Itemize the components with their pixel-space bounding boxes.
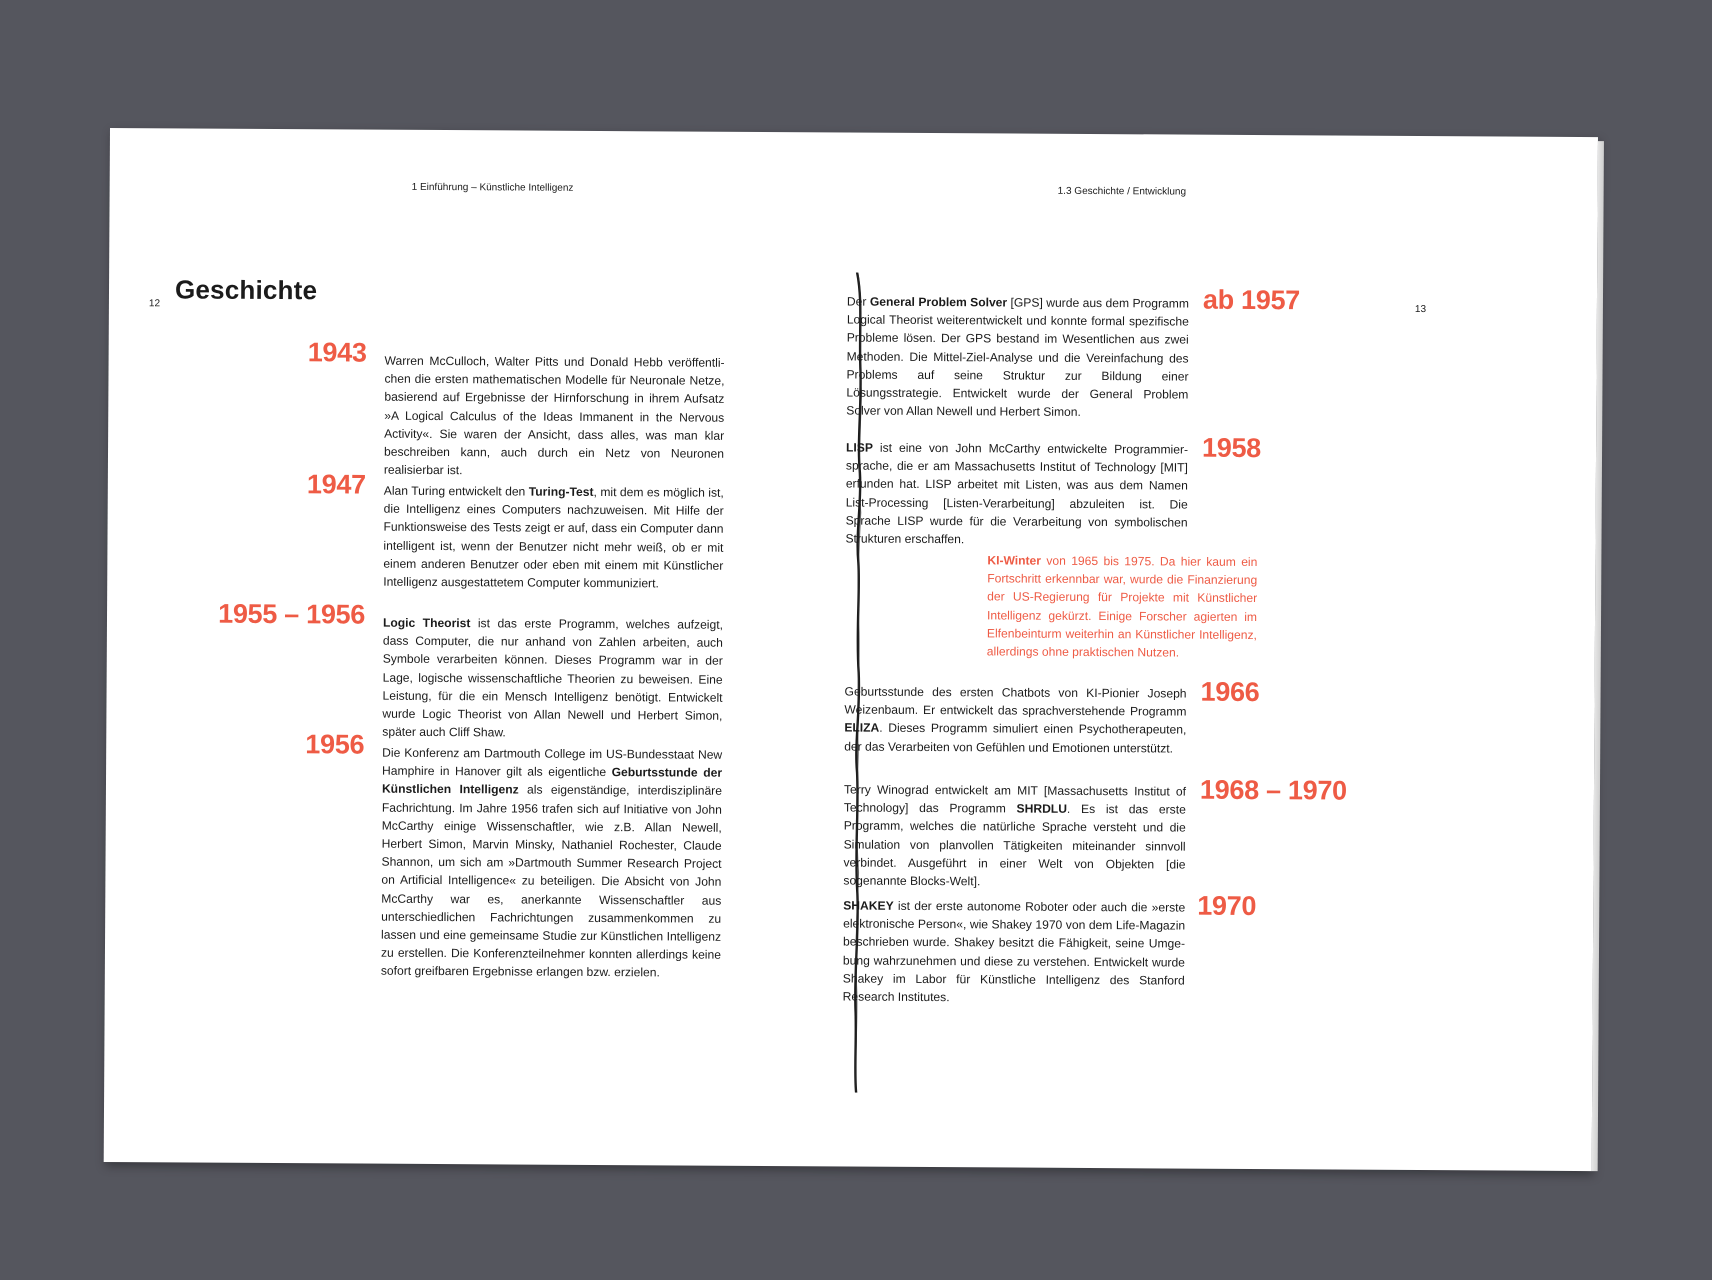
page-edge xyxy=(1592,141,1604,1171)
entry-1955-1956-text: Logic Theorist ist das erste Programm, welches aufzeigt, dass Computer, die nur anhand von Zahlen arbeiten, auch Symbole verarbeiten können. Dieses Programm war in der Lage, logische wissenschaftliche Theorien zu beweisen. Eine Leistung, für die ein Mensch Intelligenz benötigt. Entwickelt wurde Logic Theorist von Allan Newell und Herbert Simon, später auch Cliff Shaw. xyxy=(382,615,724,740)
entry-1968-1970-text: Terry Winograd entwickelt am MIT [Massachusetts Institut of Technology] das Programm SHRDLU. Es ist das erste Programm, welches die natürliche Sprache versteht und die Simulation von planvollen Tätigkeiten miteinander sinnvoll verbindet. Ausgeführt in einer Welt von Objekten [die sogenannte Blocks-Welt]. xyxy=(843,782,1187,889)
entry-1966-text: Geburtsstunde des ersten Chatbots von KI-Pionier Joseph Weizenbaum. Er entwickelt das sprachverstehende Programm ELIZA. Dieses Programm simuliert einen Psychotherapeuten, der das Verarbeiten von Gefühlen und Emotionen unterstützt. xyxy=(844,684,1187,756)
year-1956: 1956 xyxy=(305,729,365,760)
ki-winter-sidebar: KI-Winter von 1965 bis 1975. Da hier kaum ein Fortschritt erkennbar war, wurde die Finanzierung der US-Regierung für Projekte mit Künstlicher Intelligenz gekürzt. Einige Forscher agierten im Elfenbeinturm weiterhin an Künstlicher Intelligenz, allerdings ohne praktischen Nutzen. xyxy=(986,553,1258,660)
entry-1947-text: Alan Turing entwickelt den Turing-Test, mit dem es möglich ist, die Intelligenz eines Computers nachzuweisen. Mit Hilfe der Funktionsweise des Tests zeigt er auf, dass ein Computer dann intelligent ist, wenn der Benutzer nicht mehr weiß, ob er mit einem anderen Benutzer oder eben mit einem mit Künstlicher Intelligenz ausgestattetem Computer kommuniziert. xyxy=(383,483,724,591)
year-1966: 1966 xyxy=(1200,676,1260,708)
left-page-number: 12 xyxy=(148,298,161,310)
entry-1957-text: Der General Problem Solver [GPS] wurde aus dem Programm Logical Theorist weiterentwickelt und konnte formal spezifische Probleme lösen. Der GPS bestand im Wesentlichen aus zwei Methoden. Die Mittel-Ziel-Analyse und die Vereinfachung des Problems auf seine Struktur zur Bildung einer Lösungsstrategie. Entwickelt wurde der General Problem Solver von Allan Newell und Herbert Simon. xyxy=(846,294,1189,420)
entry-1970-text: SHAKEY ist der erste autonome Roboter oder auch die »erste elektronische Person«, wie Shakey 1970 von dem Life-Magazin beschrieben wurde. Shakey besitzt die Fähigkeit, seine Umgebung wahrzunehmen und diese zu verstehen. Entwickelt wurde Shakey im Labor für Künstliche Intelligenz des Stanford Research Institutes. xyxy=(842,898,1186,1005)
year-1943: 1943 xyxy=(307,337,367,368)
left-running-head: 1 Einführung – Künstliche Intelligenz xyxy=(411,181,574,194)
year-1958: 1958 xyxy=(1201,432,1262,464)
page-title: Geschichte xyxy=(174,274,318,306)
book-spread xyxy=(104,128,1598,1171)
year-1947: 1947 xyxy=(306,469,366,500)
right-page-number: 13 xyxy=(1414,303,1427,316)
entry-1958-text: LISP ist eine von John McCarthy entwickelte Programmiersprache, die er am Massachusetts Institut of Technology [MIT] erfunden hat. LISP arbeitet mit Listen, was aus dem Namen List-Processing [Listen-Verarbeitung] abzuleiten ist. Die Sprache LISP wurde für die Verarbeitung von symbolischen Strukturen erschaffen. xyxy=(845,440,1189,547)
year-1970: 1970 xyxy=(1197,890,1257,922)
year-1968-1970: 1968 – 1970 xyxy=(1199,774,1347,806)
year-1955-1956: 1955 – 1956 xyxy=(218,598,366,630)
entry-1943-text: Warren McCulloch, Walter Pitts und Donald Hebb veröffentlichen die ersten mathematischen Modelle für Neuronale Netze, basierend auf Ergebnisse der Hirnforschung in ihrem Aufsatz »A Logical Calculus of the Ideas Immanent in the Nervous Activity«. Sie waren der Ansicht, dass alles, was man klar beschreiben kann, auch durch ein Netz von Neuronen realisierbar ist. xyxy=(383,353,725,478)
year-ab-1957: ab 1957 xyxy=(1202,284,1301,316)
right-running-head: 1.3 Geschichte / Entwicklung xyxy=(1057,185,1187,198)
entry-1956-text: Die Konferenz am Dartmouth College im US-Bundesstaat New Hamphire in Hanover gilt als eigentliche Geburtsstunde der Künstlichen Intelligenz als eigenständige, interdisziplinäre Fachrichtung. Im Jahre 1956 trafen sich auf Initiative von John McCarthy einige Wissenschaftler, wie z.B. Allan Newell, Herbert Simon, Marvin Minsky, Nathaniel Rochester, Claude Shannon, um sich am »Dartmouth Summer Research Project on Artificial Intelligence« zu beteiligen. Die Absicht von John McCarthy war es, anerkannte Wissenschaftler aus unterschiedlichen Fachrichtungen zusammenkommen zu lassen und eine gemeinsame Studie zur Künstlichen Intelligenz zu erstellen. Die Konferenzteilnehmer konnten allerdings keine sofort greifbaren Ergebnisse erlangen bzw. erzielen. xyxy=(380,745,723,980)
